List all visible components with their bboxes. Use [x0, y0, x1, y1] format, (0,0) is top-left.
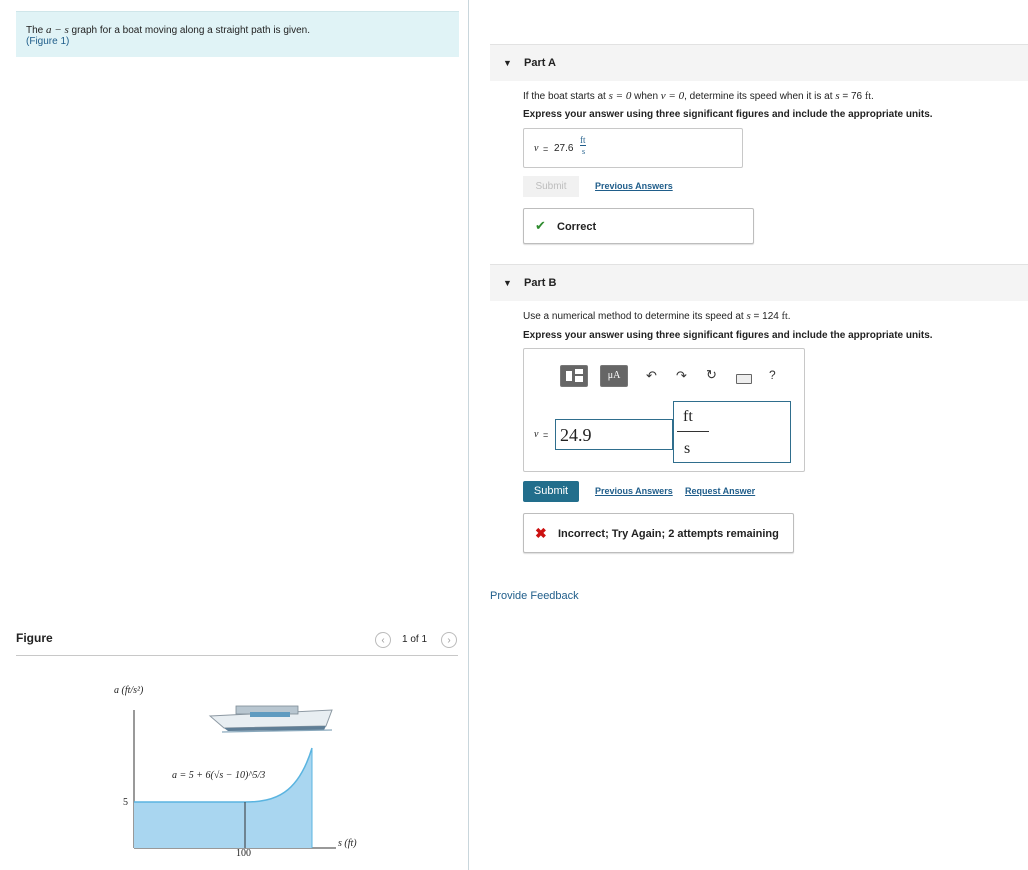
- intro-text: The a − s graph for a boat moving along a straight path is given.: [26, 24, 310, 36]
- unit-den: s: [684, 440, 691, 457]
- part-a-feedback: [523, 208, 754, 244]
- provide-feedback-link[interactable]: Provide Feedback: [490, 590, 579, 602]
- answer-var: v: [534, 429, 539, 440]
- units-button[interactable]: μA: [600, 365, 628, 387]
- part-b-instruction: Express your answer using three significant figures and include the appropriate units.: [523, 330, 933, 341]
- reset-icon[interactable]: ↻: [706, 367, 717, 382]
- part-a-header[interactable]: [490, 44, 1028, 81]
- y-axis-label: a (ft/s²): [114, 685, 144, 696]
- request-answer-link[interactable]: Request Answer: [685, 486, 756, 496]
- part-b-header[interactable]: [490, 264, 1028, 301]
- part-b-title: Part B: [524, 277, 557, 289]
- value-input[interactable]: [555, 419, 673, 450]
- part-b-previous-answers[interactable]: Previous Answers: [595, 486, 673, 496]
- part-b-answer-box: [523, 348, 805, 472]
- feedback-text: Incorrect; Try Again; 2 attempts remaining: [558, 528, 779, 540]
- answer-eq: =: [543, 430, 549, 440]
- area-fill: [134, 748, 312, 848]
- figure-divider: [16, 655, 458, 656]
- answer-var: v: [534, 143, 539, 154]
- y-tick-5: 5: [123, 797, 128, 808]
- figure-header: Figure: [16, 631, 53, 645]
- answer-eq: =: [543, 144, 549, 154]
- chevron-left-icon[interactable]: ‹: [375, 632, 391, 648]
- x-tick-100: 100: [236, 848, 251, 859]
- part-b-question: Use a numerical method to determine its speed at s = 124 ft.: [523, 310, 791, 322]
- chevron-right-icon[interactable]: ›: [441, 632, 457, 648]
- part-a-previous-answers[interactable]: Previous Answers: [595, 181, 673, 191]
- part-b-feedback: [523, 513, 794, 553]
- undo-icon[interactable]: ↶: [646, 368, 657, 383]
- x-icon: ✖: [535, 525, 547, 541]
- boat-icon: [210, 706, 332, 732]
- fraction-bar: [677, 431, 709, 432]
- pager-text: 1 of 1: [402, 634, 428, 645]
- check-icon: ✔: [535, 218, 546, 233]
- answer-unit-den: s: [582, 147, 586, 156]
- part-a-question: If the boat starts at s = 0 when v = 0, determine its speed when it is at s = 76 ft.: [523, 90, 874, 102]
- pane-divider: [468, 0, 469, 870]
- part-a-instruction: Express your answer using three significant figures and include the appropriate units.: [523, 109, 933, 120]
- figure-link[interactable]: (Figure 1): [26, 36, 70, 47]
- problem-intro: [16, 11, 459, 57]
- intro-math: a − s: [46, 24, 69, 36]
- x-axis-label: s (ft): [338, 838, 357, 849]
- help-icon[interactable]: ?: [769, 368, 776, 382]
- answer-value: 27.6: [554, 143, 574, 154]
- keyboard-icon[interactable]: [736, 374, 752, 384]
- part-a-title: Part A: [524, 57, 556, 69]
- answer-unit-num: ft: [580, 135, 586, 145]
- template-icon[interactable]: [560, 365, 588, 387]
- redo-icon[interactable]: ↷: [676, 368, 687, 383]
- value-text: 24.9: [560, 425, 592, 445]
- graph-equation: a = 5 + 6(√s − 10)^5/3: [172, 770, 266, 781]
- part-a-submit-button[interactable]: Submit: [523, 176, 579, 197]
- unit-num: ft: [683, 408, 693, 425]
- part-a-answer-box: [523, 128, 743, 168]
- part-b-submit-button[interactable]: Submit: [523, 481, 579, 502]
- collapse-triangle-icon[interactable]: ▼: [503, 278, 512, 288]
- collapse-triangle-icon[interactable]: ▼: [503, 58, 512, 68]
- units-input[interactable]: [673, 401, 791, 463]
- feedback-text: Correct: [557, 221, 597, 233]
